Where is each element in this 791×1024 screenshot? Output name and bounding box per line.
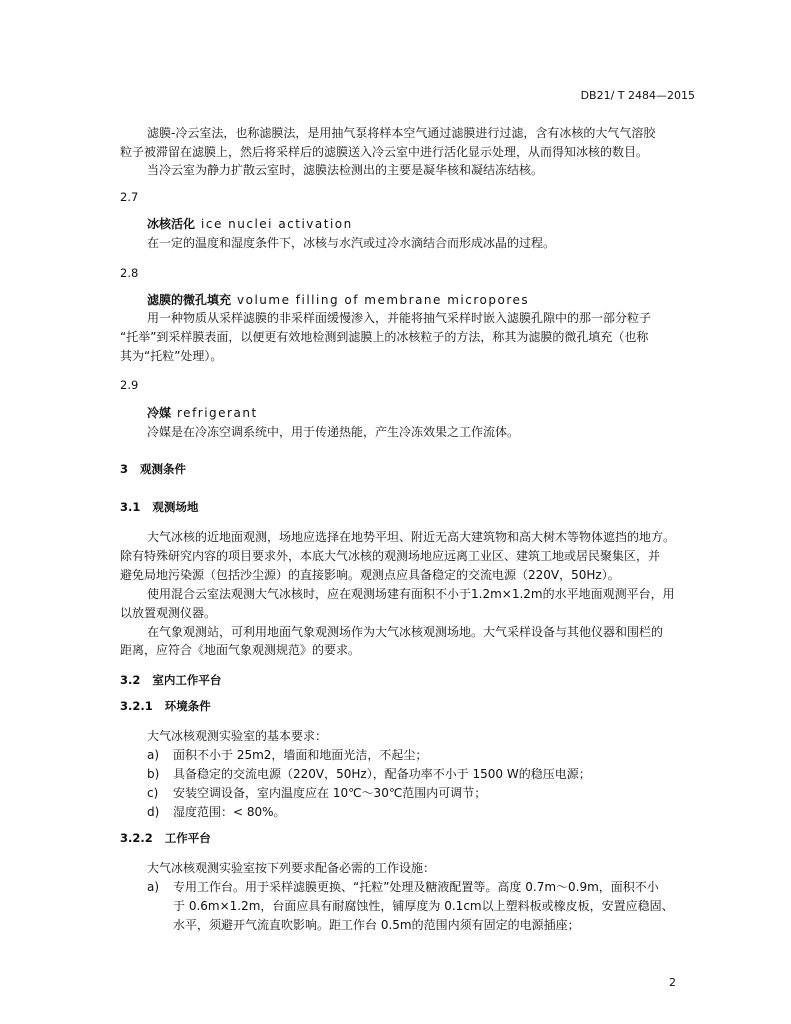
paragraph-line: 除有特殊研究内容的项目要求外，本底大气冰核的观测场地应远离工业区、建筑工地或居民聚集区，并 bbox=[120, 549, 661, 563]
paragraph-line: 以放置观测仪器。 bbox=[120, 606, 217, 620]
list-item bbox=[147, 765, 591, 782]
section-number: 2.8 bbox=[120, 266, 139, 280]
list-item-continuation: 水平，须避开气流直吹影响。距工作台 0.5m的范围内须有固定的电源插座； bbox=[173, 918, 580, 932]
term-title bbox=[147, 215, 353, 232]
paragraph-line: 大气冰核观测实验室的基本要求： bbox=[147, 729, 328, 743]
list-label: a) bbox=[147, 748, 160, 762]
paragraph-line: 当冷云室为静力扩散云室时，滤膜法检测出的主要是凝华核和凝结冻结核。 bbox=[147, 163, 544, 177]
term-definition: 在一定的温度和湿度条件下，冰核与水汽或过冷水滴结合而形成冰晶的过程。 bbox=[147, 236, 556, 250]
term-cn: 冰核活化 bbox=[147, 217, 196, 231]
paragraph-line: 在气象观测站，可利用地面气象观测场作为大气冰核观测场地。大气采样设备与其他仪器和围栏的 bbox=[147, 625, 664, 639]
paragraph-line: 大气冰核的近地面观测，场地应选择在地势平坦、附近无高大建筑物和高大树木等物体遮挡的地方。 bbox=[147, 530, 676, 544]
term-definition: 其为“托粒”处理）。 bbox=[120, 349, 223, 363]
term-en: ice nuclei activation bbox=[201, 217, 353, 231]
term-cn: 滤膜的微孔填充 bbox=[147, 293, 232, 307]
term-definition: “托举”到采样膜表面，以便更有效地检测到滤膜上的冰核粒子的方法，称其为滤膜的微孔填充（也称 bbox=[120, 330, 649, 344]
subsection-heading: 3.2.1 环境条件 bbox=[120, 699, 211, 713]
section-number: 2.7 bbox=[120, 190, 139, 204]
term-en: refrigerant bbox=[177, 406, 258, 420]
list-label: a) bbox=[147, 880, 160, 894]
paragraph-line: 避免局地污染源（包括沙尘源）的直接影响。观测点应具备稳定的交流电源（220V，50Hz）。 bbox=[120, 568, 620, 582]
list-text: 专用工作台。用于采样滤膜更换、“托粒”处理及糖液配置等。高度 0.7m～0.9m，面积不小 bbox=[173, 880, 659, 894]
chapter-heading: 3 观测条件 bbox=[120, 462, 187, 476]
page-number: 2 bbox=[669, 976, 676, 989]
list-item bbox=[147, 803, 286, 820]
list-item bbox=[147, 784, 486, 801]
section-heading: 3.1 观测场地 bbox=[120, 500, 199, 514]
list-text: 湿度范围：< 80%。 bbox=[173, 805, 286, 819]
list-item bbox=[147, 878, 659, 895]
list-text: 具备稳定的交流电源（220V，50Hz），配备功率不小于 1500 W的稳压电源； bbox=[173, 767, 591, 781]
paragraph-line: 使用混合云室法观测大气冰核时，应在观测场建有面积不小于1.2m×1.2m的水平地面观测平台，用 bbox=[147, 587, 675, 601]
term-cn: 冷媒 bbox=[147, 406, 172, 420]
list-item bbox=[147, 746, 427, 763]
paragraph-line: 距离，应符合《地面气象观测规范》的要求。 bbox=[120, 643, 361, 657]
subsection-heading: 3.2.2 工作平台 bbox=[120, 831, 211, 845]
section-number: 2.9 bbox=[120, 378, 139, 392]
term-definition: 用一种物质从采样滤膜的非采样面缓慢渗入，并能将抽气采样时嵌入滤膜孔隙中的那一部分粒子 bbox=[147, 311, 652, 325]
term-en: volume filling of membrane micropores bbox=[237, 293, 530, 307]
list-text: 面积不小于 25m2，墙面和地面光洁，不起尘； bbox=[173, 748, 428, 762]
paragraph-line: 大气冰核观测实验室按下列要求配备必需的工作设施： bbox=[147, 861, 436, 875]
list-item-continuation: 于 0.6m×1.2m，台面应具有耐腐蚀性，铺厚度为 0.1cm以上塑料板或橡皮板，安置应稳固、 bbox=[173, 899, 674, 913]
standard-number: DB21/ T 2484—2015 bbox=[580, 89, 695, 102]
list-label: c) bbox=[147, 786, 159, 800]
paragraph-line: 滤膜-冷云室法，也称滤膜法，是用抽气泵将样本空气通过滤膜进行过滤，含有冰核的大气气溶胶 bbox=[147, 126, 656, 140]
section-heading: 3.2 室内工作平台 bbox=[120, 673, 222, 687]
list-label: d) bbox=[147, 805, 160, 819]
term-definition: 冷媒是在冷冻空调系统中，用于传递热能，产生冷冻效果之工作流体。 bbox=[147, 425, 520, 439]
list-label: b) bbox=[147, 767, 160, 781]
term-title bbox=[147, 404, 258, 421]
term-title bbox=[147, 291, 529, 308]
list-text: 安装空调设备，室内温度应在 10℃～30℃范围内可调节； bbox=[173, 786, 487, 800]
paragraph-line: 粒子被滞留在滤膜上，然后将采样后的滤膜送入冷云室中进行活化显示处理，从而得知冰核的数目。 bbox=[120, 145, 649, 159]
